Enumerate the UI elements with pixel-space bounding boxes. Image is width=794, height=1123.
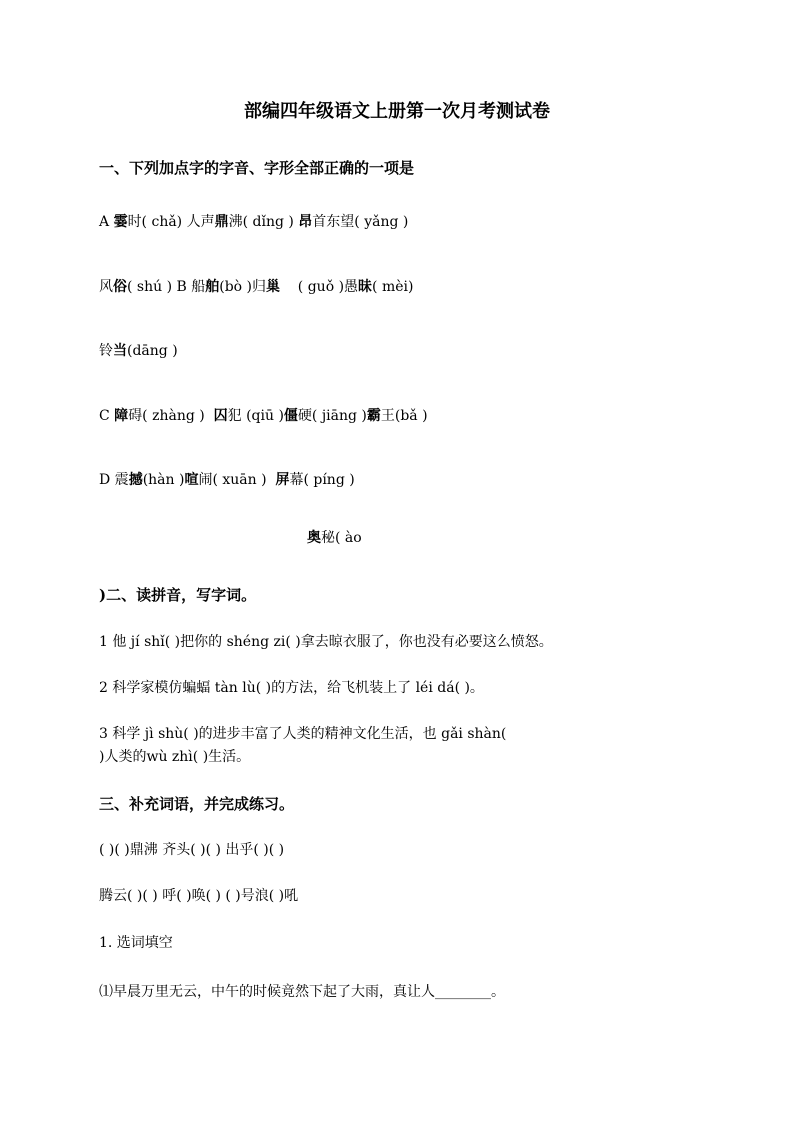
dotted-char: 昧 bbox=[358, 279, 373, 295]
dotted-char: 巢 bbox=[266, 279, 280, 295]
dotted-char: 俗 bbox=[113, 279, 127, 295]
dotted-char: 撼 bbox=[128, 472, 143, 488]
pinyin-question-2: 2 科学家模仿蝙蝠 tàn lù( )的方法，给飞机装上了 léi dá( )。 bbox=[99, 680, 484, 696]
option-text: (dāng ) bbox=[127, 343, 178, 359]
section1-heading: 一、下列加点字的字音、字形全部正确的一项是 bbox=[99, 159, 415, 177]
pinyin-question-1: 1 他 jí shǐ( )把你的 shéng zi( )拿去晾衣服了，你也没有必要这么愤怒。 bbox=[99, 634, 553, 650]
pinyin-question-3: 3 科学 jì shù( )的进步丰富了人类的精神文化生活，也 gǎi shàn( bbox=[99, 726, 507, 742]
option-d-prefix: D 震 bbox=[99, 472, 129, 488]
sub-heading: 1. 选词填空 bbox=[99, 935, 173, 951]
dotted-char: 昂 bbox=[298, 214, 313, 230]
dotted-char: 喧 bbox=[184, 472, 199, 488]
option-c-prefix: C bbox=[99, 408, 115, 424]
pinyin-question-3-cont: )人类的wù zhì( )生活。 bbox=[99, 749, 251, 765]
dotted-char: 障 bbox=[114, 408, 129, 424]
option-d-cont-line bbox=[307, 528, 362, 548]
option-a-b-line bbox=[99, 277, 413, 297]
option-text: ( mèi) bbox=[372, 279, 414, 295]
option-text: 首东望( yǎng ) bbox=[312, 214, 409, 230]
dotted-char: 僵 bbox=[283, 408, 298, 424]
option-text: (hàn ) bbox=[142, 472, 185, 488]
dotted-char: 屏 bbox=[275, 472, 290, 488]
option-b-cont-line bbox=[99, 341, 178, 361]
dotted-char: 奥 bbox=[307, 530, 321, 546]
option-a-prefix: A bbox=[99, 214, 114, 230]
idiom-row-2: 腾云( )( ) 呼( )唤( ) ( )号浪( )吼 bbox=[99, 888, 299, 904]
page-title: 部编四年级语文上册第一次月考测试卷 bbox=[244, 101, 550, 122]
dotted-char: 霸 bbox=[366, 408, 381, 424]
dotted-char: 舶 bbox=[205, 279, 220, 295]
fill-blank-item-1: ⑴早晨万里无云，中午的时候竟然下起了大雨，真让人________。 bbox=[99, 984, 505, 1000]
option-text: 铃 bbox=[99, 343, 113, 359]
dotted-char: 当 bbox=[113, 343, 127, 359]
option-d-line bbox=[99, 470, 355, 490]
option-text: 幕( píng ) bbox=[289, 472, 355, 488]
option-text: 犯 (qiū ) bbox=[227, 408, 284, 424]
option-text: 王(bǎ ) bbox=[380, 408, 428, 424]
option-text: 硬( jiāng ) bbox=[297, 408, 367, 424]
option-text: 碍( zhàng ) bbox=[128, 408, 214, 424]
option-text: ( shú ) B 船 bbox=[127, 279, 206, 295]
option-text: (bò )归 bbox=[219, 279, 266, 295]
option-text: 闹( xuān ) bbox=[198, 472, 276, 488]
dotted-char: 鼎 bbox=[214, 214, 229, 230]
option-text: ( guǒ )愚 bbox=[280, 279, 359, 295]
option-a-line bbox=[99, 212, 408, 232]
option-text: 沸( dǐng ) bbox=[228, 214, 299, 230]
option-c-line bbox=[99, 406, 428, 426]
option-text: 时( chǎ) 人声 bbox=[127, 214, 215, 230]
option-text: 秘( ào bbox=[321, 530, 362, 546]
idiom-row-1: ( )( )鼎沸 齐头( )( ) 出乎( )( ) bbox=[99, 842, 285, 858]
section3-heading: 三、补充词语，并完成练习。 bbox=[99, 795, 295, 813]
section2-heading: )二、读拼音，写字词。 bbox=[99, 586, 257, 604]
option-text: 风 bbox=[99, 279, 113, 295]
dotted-char: 囚 bbox=[213, 408, 228, 424]
dotted-char: 霎 bbox=[113, 214, 128, 230]
